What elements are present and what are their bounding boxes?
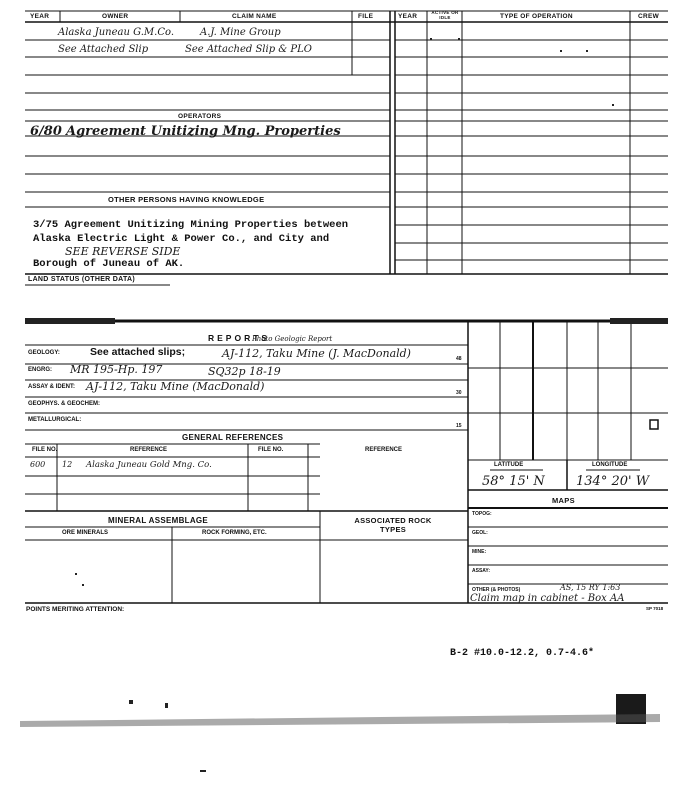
col-type-of-operation: TYPE OF OPERATION [500,13,573,20]
knowledge-see-reverse: SEE REVERSE SIDE [65,245,181,258]
col-crew: CREW [638,13,660,20]
bottom-reference: B-2 #10.0-12.2, 0.7-4.6* [450,648,595,659]
latitude-value: 58° 15' N [482,474,545,489]
operator-entry: Agreement Unitizing Mng. Properties [66,124,341,139]
gr-col-file-2: FILE NO. [258,447,284,453]
col-active-idle: ACTIVE OR IDLE [431,10,459,20]
scan-speck [129,700,133,704]
scan-speck [82,584,84,586]
scan-speck [458,38,460,40]
grid-48: 48 [456,356,462,362]
maps-other-hand-1: AS, 15 RY 1:63 [560,583,621,592]
rock-forming: ROCK FORMING, ETC. [202,530,267,536]
scan-speck [200,770,206,772]
col-year-2: YEAR [398,13,418,20]
geophys-label: GEOPHYS. & GEOCHEM: [28,401,101,407]
reports-title: REPORTS [208,333,271,343]
gr-row1-num: 12 [62,460,73,469]
latitude-label: LATITUDE [494,462,524,468]
scan-speck [75,573,77,575]
ore-minerals: ORE MINERALS [62,530,109,536]
land-status-label: LAND STATUS (OTHER DATA) [28,276,136,283]
grid-15: 15 [456,423,462,429]
longitude-label: LONGITUDE [592,462,628,468]
engrg-hand-1: MR 195-Hp. 197 [70,363,163,376]
metallurgical-label: METALLURGICAL: [28,417,82,423]
maps-assay: ASSAY: [472,568,491,574]
gr-col-file: FILE NO. [32,447,58,453]
grid-30: 30 [456,390,462,396]
knowledge-title: OTHER PERSONS HAVING KNOWLEDGE [108,195,265,204]
scan-speck [165,703,168,708]
col-claim-name: CLAIM NAME [232,13,277,20]
scan-speck [586,50,588,52]
associated-rock-types: ASSOCIATED ROCK TYPES [354,516,432,534]
gr-row1-file: 600 [30,460,46,469]
mineral-title: MINERAL ASSEMBLAGE [108,516,209,525]
maps-geol: GEOL: [472,530,488,536]
geology-hand: AJ-112, Taku Mine (J. MacDonald) [222,347,411,360]
maps-mine: MINE: [472,549,487,555]
gr-row1-ref: Alaska Juneau Gold Mng. Co. [86,460,212,470]
maps-topog: TOPOG: [472,511,492,517]
engrg-label: ENGRG: [28,367,52,373]
col-file: FILE [358,13,374,20]
maps-title: MAPS [552,496,575,505]
knowledge-line-2: Alaska Electric Light & Power Co., and City and [33,233,330,245]
gr-col-ref: REFERENCE [130,447,168,453]
col-year: YEAR [30,13,50,20]
general-refs-title: GENERAL REFERENCES [182,433,284,442]
operators-title: OPERATORS [178,113,222,120]
geology-typed: See attached slips; [90,346,186,358]
form-number: SP 7018 [646,606,664,611]
claim-row-2: See Attached Slip & PLO [185,44,312,55]
assay-hand: AJ-112, Taku Mine (MacDonald) [86,380,265,393]
points-meriting-attention: POINTS MERITING ATTENTION: [26,606,125,613]
knowledge-line-1: 3/75 Agreement Unitizing Mining Properties between [33,219,349,231]
assay-label: ASSAY & IDENT: [28,384,76,390]
geology-note: Photo Geologic Report [252,335,333,343]
scan-speck [430,38,432,40]
owner-row-2: See Attached Slip [58,44,149,55]
scan-speck [612,104,614,106]
claim-row-1: A.J. Mine Group [200,27,281,38]
maps-other: OTHER (& PHOTOS) [472,587,521,593]
knowledge-line-4: Borough of Juneau of AK. [33,258,185,270]
maps-other-hand-2: Claim map in cabinet - Box AA [470,593,625,604]
operator-year: 6/80 [30,124,62,139]
col-owner: OWNER [102,13,129,20]
engrg-hand-2: SQ32p 18-19 [208,365,281,378]
scan-speck [560,50,562,52]
owner-row-1: Alaska Juneau G.M.Co. [58,27,175,38]
gr-col-ref-2: REFERENCE [365,447,403,453]
longitude-value: 134° 20' W [576,474,650,489]
geology-label: GEOLOGY: [28,350,60,356]
